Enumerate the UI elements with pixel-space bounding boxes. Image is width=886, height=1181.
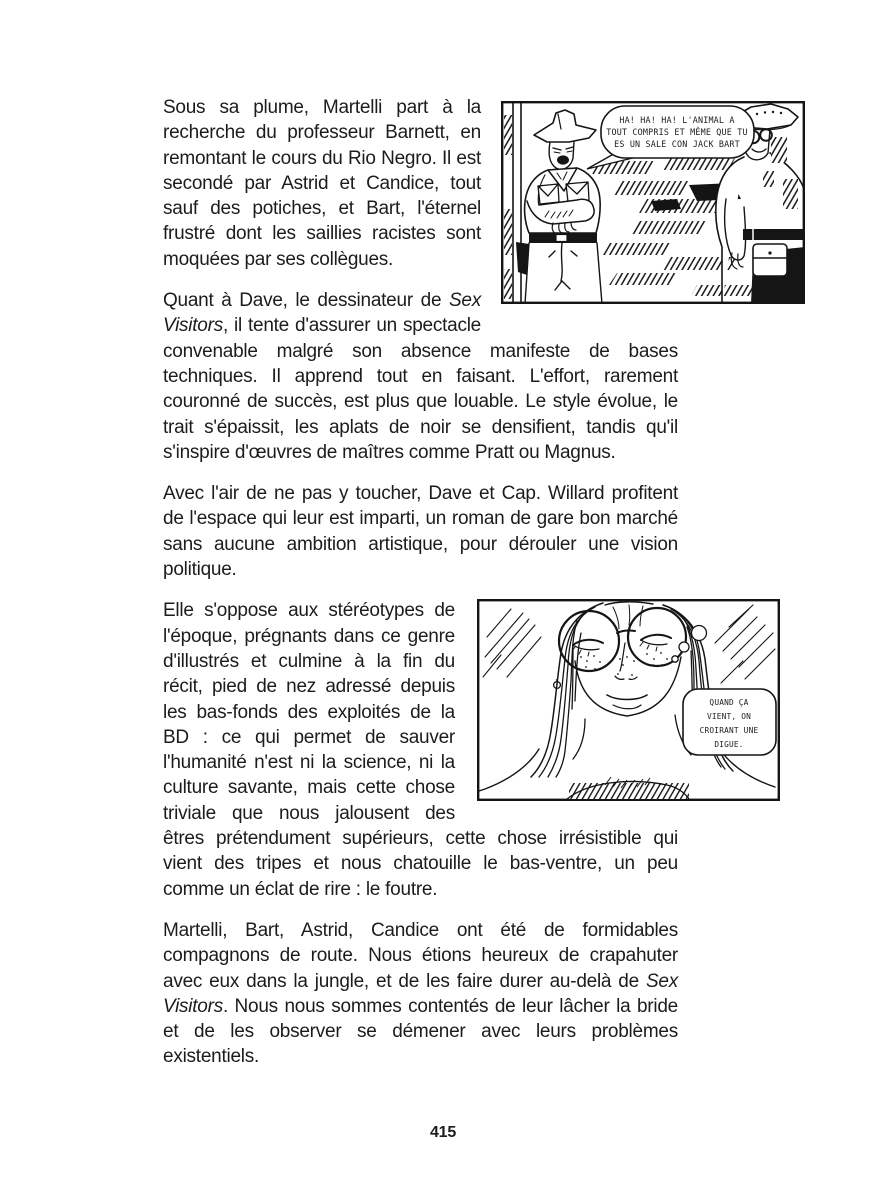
comic-panel-portrait <box>477 599 780 801</box>
text-segment: Sex Visitors <box>163 290 481 337</box>
speech-line: TOUT COMPRIS ET MÊME QUE TU <box>606 127 748 137</box>
speech-line: CROIRANT UNE <box>699 726 759 736</box>
jungle-panel-drawing <box>501 101 805 304</box>
text-segment: , il tente d'assurer un spectacle convenable malgré son absence manifeste de bases techniques. Il apprend tout en faisant. L'effort, rarement couronné de succès, est plus que louable. Le style évolue, le trait s'épaissit, les aplats de noir se densifient, tandis qu'il s'inspire d'œuvres de maîtres comme Pratt ou Magnus. <box>163 315 678 463</box>
text-segment: Quant à Dave, le dessinateur de <box>163 290 449 312</box>
paragraph-5 <box>163 918 678 1070</box>
text-segment: . Nous nous sommes contentés de leur lâcher la bride et de les observer se démener avec leurs problèmes existentiels. <box>163 995 678 1068</box>
speech-line: HA! HA! HA! L'ANIMAL A <box>619 115 735 125</box>
speech-line: ES UN SALE CON JACK BART <box>614 139 740 149</box>
comic-panel-jungle <box>501 101 805 304</box>
page-number: 415 <box>429 1124 457 1141</box>
speech-line: QUAND ÇA <box>709 698 749 708</box>
text-segment: Sous sa plume, Martelli part à la recherche du professeur Barnett, en remontant le cours du Rio Negro. Il est secondé par Astrid et Candice, tout sauf des potiches, et Bart, l'éternel frustré dont les saillies racistes sont moquées par ses collègues. <box>163 97 481 270</box>
text-segment: Avec l'air de ne pas y toucher, Dave et Cap. Willard profitent de l'espace qui leur est imparti, un roman de gare bon marché sans aucune ambition artistique, pour dérouler une vision politique. <box>163 483 678 581</box>
speech-line: VIENT, ON <box>706 712 752 722</box>
paragraph-2 <box>163 288 678 465</box>
portrait-panel-drawing <box>477 599 780 801</box>
text-segment: Martelli, Bart, Astrid, Candice ont été de formidables compagnons de route. Nous étions heureux de crapahuter avec eux dans la jungle, et de les faire durer au-delà de <box>163 919 678 992</box>
speech-line: DIGUE. <box>714 740 744 750</box>
text-segment: Elle s'oppose aux stéréotypes de l'époque, prégnants dans ce genre d'illustrés et culmine à la fin du récit, pied de nez adressé depuis les bas-fonds des exploités de la BD : ce qui permet de sauver l'humanité n'est ni la science, ni la culture savante, mais cette chose triviale que nous jalousent des êtres prétendument supérieurs, cette chose irrésistible qui vient des tripes et nous chatouille le bas-ventre, un peu comme un éclat de rire : le foutre. <box>163 600 678 900</box>
text-segment: Sex Visitors <box>163 970 678 1017</box>
paragraph-3 <box>163 481 678 582</box>
text-column <box>163 95 759 1086</box>
